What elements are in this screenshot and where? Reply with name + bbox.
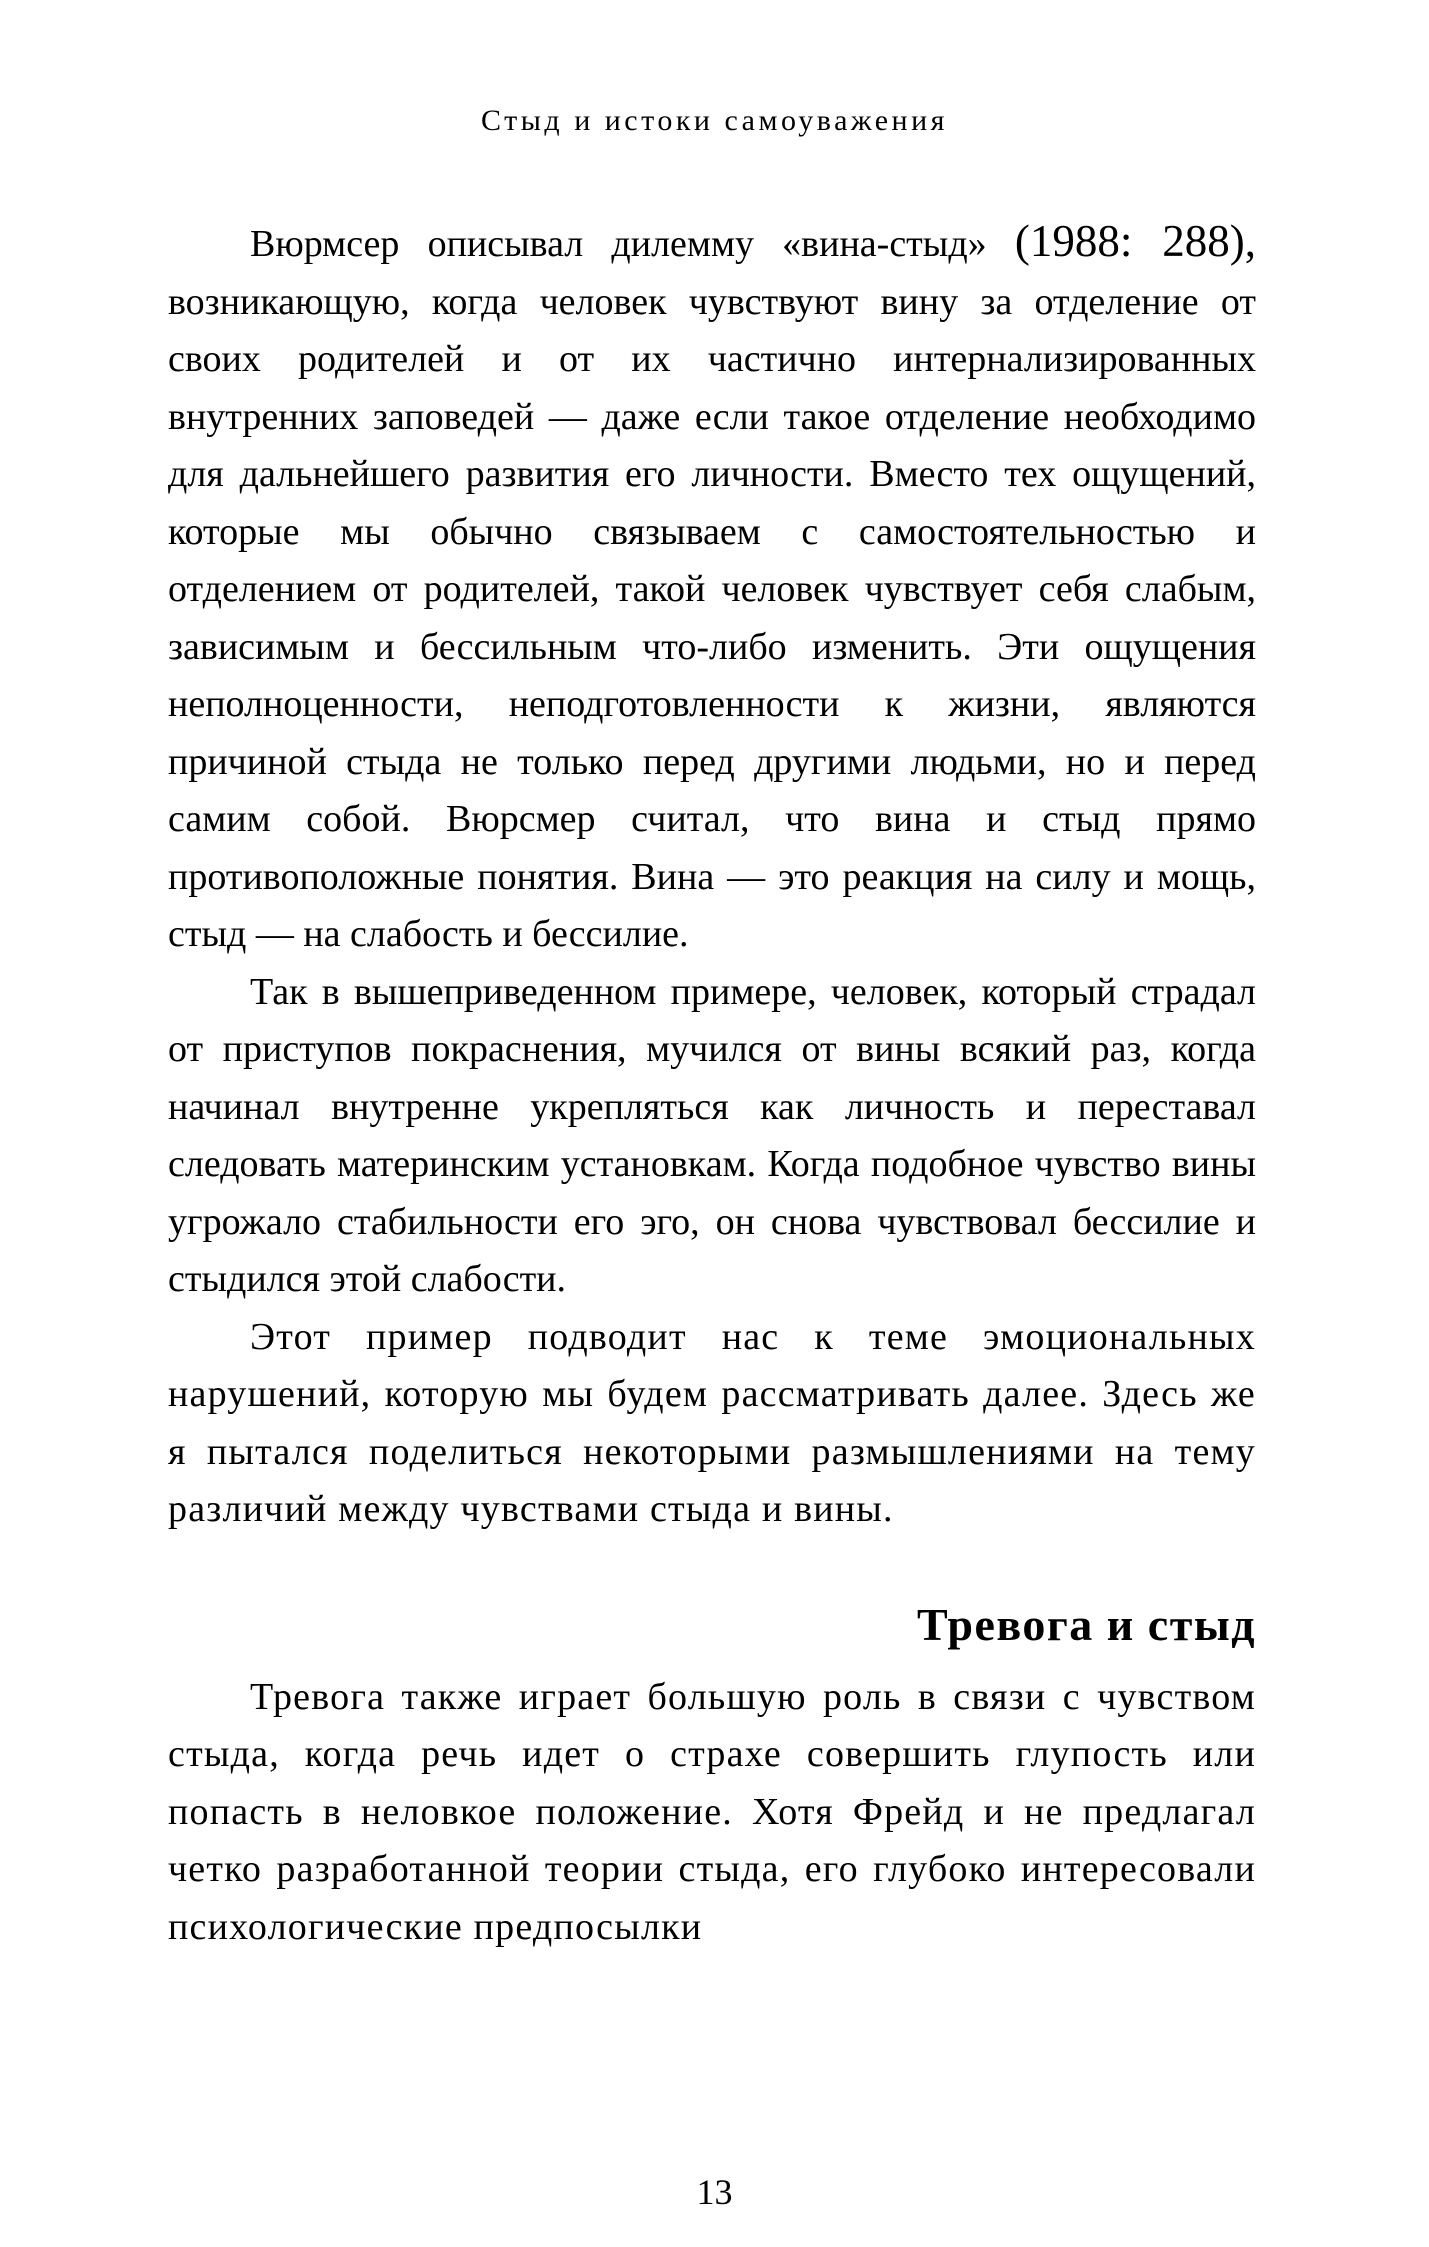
- section-heading: Тревога и стыд: [916, 1598, 1256, 1650]
- page-number: 13: [696, 2172, 733, 2212]
- running-head: Стыд и истоки самоуважения: [481, 104, 948, 137]
- citation-year: (1988: 288),: [1014, 216, 1256, 266]
- paragraph-1-rest: возникающую, когда человек чувствуют вину за отделение от своих родителей и от их частично интернализированных внутренних заповедей — даже если такое отделение необходимо для дальнейшего развития его личности. Вместо тех ощущений, которые мы обычно связываем с самостоятельностью и отделением от родителей, такой человек чувствует себя слабым, зависимым и бессильным что-либо изменить. Эти ощущения неполноценности, неподготовленности к жизни, являются причиной стыда не только перед другими людьми, но и перед самим собой. Вюрсмер считал, что вина и стыд прямо противоположные понятия. Вина — это реакция на силу и мощь, стыд — на слабость и бессилие.: [168, 280, 1256, 955]
- paragraph-1-start: Вюрмсер описывал дилемму «вина-стыд»: [250, 223, 1015, 265]
- paragraph-3: Этот пример подводит нас к теме эмоциональных нарушений, которую мы будем рассматривать далее. Здесь же я пытался поделиться некоторыми размышлениями на тему различий между чувствами стыда и вины.: [168, 1315, 1256, 1530]
- section-paragraph: Тревога также играет большую роль в связи с чувством стыда, когда речь идет о страхе совершить глупость или попасть в неловкое положение. Хотя Фрейд и не предлагал четко разработанной теории стыда, его глубоко интересовали психологические предпосылки: [168, 1675, 1256, 1948]
- body-text: [168, 213, 1256, 1956]
- paragraph-1: [168, 213, 1256, 964]
- paragraph-2: Так в вышеприведенном примере, человек, который страдал от приступов покраснения, мучился от вины всякий раз, когда начинал внутренне укрепляться как личность и переставал следовать материнским установкам. Когда подобное чувство вины угрожало стабильности его эго, он снова чувствовал бессилие и стыдился этой слабости.: [168, 970, 1256, 1300]
